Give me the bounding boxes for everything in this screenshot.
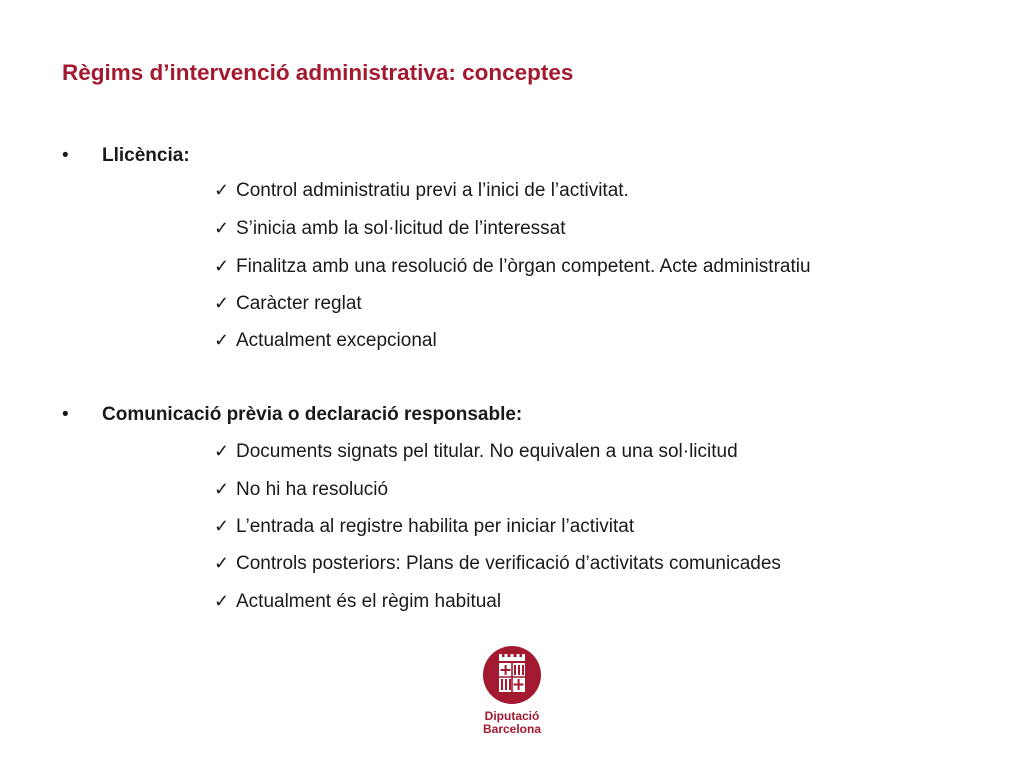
section-heading-label: Llicència:	[102, 145, 190, 166]
list-item	[214, 256, 811, 278]
coat-of-arms-icon	[483, 646, 541, 704]
checkmark-icon: ✓	[214, 591, 230, 611]
checkmark-icon: ✓	[214, 553, 230, 573]
checkmark-icon: ✓	[214, 516, 230, 536]
checkmark-icon: ✓	[214, 180, 230, 200]
list-item	[214, 441, 738, 463]
checkmark-icon: ✓	[214, 441, 230, 461]
list-item	[214, 553, 781, 575]
list-item	[214, 218, 565, 240]
list-item-text: Actualment és el règim habitual	[236, 591, 502, 612]
list-item	[214, 180, 629, 202]
list-item-text: L’entrada al registre habilita per iniciar l’activitat	[236, 516, 635, 537]
diputacio-barcelona-logo	[477, 646, 547, 736]
checkmark-icon: ✓	[214, 293, 230, 313]
list-item	[214, 516, 634, 538]
list-item-text: S’inicia amb la sol·licitud de l’interessat	[236, 218, 566, 239]
section-heading-llicencia	[62, 145, 190, 167]
list-item-text: No hi ha resolució	[236, 479, 389, 500]
logo-line-1: Diputació	[484, 709, 540, 723]
list-item-text: Documents signats pel titular. No equivalen a una sol·licitud	[236, 441, 738, 462]
checkmark-icon: ✓	[214, 256, 230, 276]
list-item-text: Caràcter reglat	[236, 293, 362, 314]
slide-title: Règims d’intervenció administrativa: conceptes	[62, 60, 574, 85]
checkmark-icon: ✓	[214, 479, 230, 499]
logo-line-2: Barcelona	[482, 722, 542, 736]
section-heading-label: Comunicació prèvia o declaració responsable:	[102, 404, 523, 425]
list-item-text: Controls posteriors: Plans de verificació d’activitats comunicades	[236, 553, 781, 574]
list-item	[214, 479, 388, 501]
list-item-text: Control administratiu previ a l’inici de l’activitat.	[236, 180, 629, 201]
bullet-icon: •	[62, 145, 69, 166]
list-item	[214, 330, 437, 352]
bullet-icon: •	[62, 404, 69, 425]
list-item	[214, 293, 362, 315]
section-heading-comunicacio	[62, 404, 522, 426]
checkmark-icon: ✓	[214, 330, 230, 350]
checkmark-icon: ✓	[214, 218, 230, 238]
list-item-text: Actualment excepcional	[236, 330, 437, 351]
list-item	[214, 591, 501, 613]
list-item-text: Finalitza amb una resolució de l’òrgan competent. Acte administratiu	[236, 256, 811, 277]
